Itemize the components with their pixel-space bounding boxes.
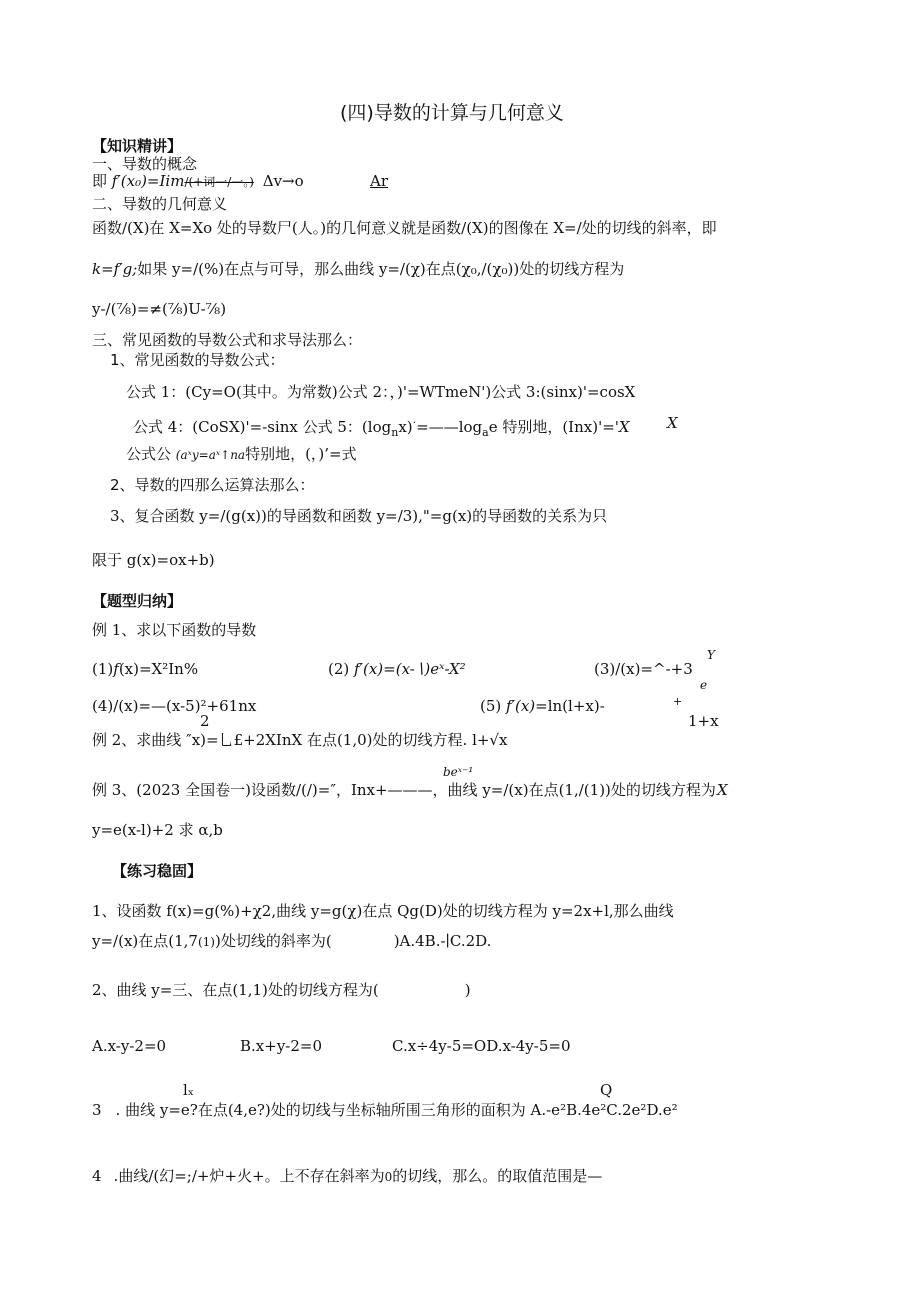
practice-3-text: . 曲线 y=e?在点(4,e?)处的切线与坐标轴所围三角形的面积为 A.-e²B.4e²C.2e²D.e² [115, 1101, 678, 1119]
subheading-basic-formulas: 1、常见函数的导数公式： [110, 351, 285, 369]
item-1-f: f [113, 660, 119, 678]
definition-limit: Δv→o [262, 172, 304, 190]
example-1-item-1 [92, 660, 198, 678]
practice-4-number: 4 [92, 1167, 102, 1185]
log-rhs: =——log [416, 418, 483, 436]
formula-exp-label: 公式公 [126, 445, 172, 463]
formula-exp-special: 特别地，(，)’=式 [245, 445, 357, 463]
definition-lhs: f′(x₀)=Iim [111, 172, 185, 190]
practice-2-close: ) [464, 981, 471, 999]
formula-exp: (aˣy=aˣ↑na [175, 448, 246, 462]
example-3-line-2: y=e(x-l)+2 求 α,b [92, 821, 223, 839]
tangent-text: 如果 y=/(%)在点与可导，那么曲线 y=/(χ)在点(χ₀,/(χ₀))处的切线方程为 [137, 260, 625, 278]
tangent-line-intro [92, 260, 624, 278]
practice-2 [92, 981, 471, 999]
practice-1-line-1: 1、设函数 f(x)=g(%)+χ2,曲线 y=g(χ)在点 Qg(D)处的切线方程为 y=2x+l,那么曲线 [92, 902, 674, 920]
limit-note: 限于 g(x)=ox+b) [92, 551, 215, 569]
practice-2-option-b: B.x+y-2=0 [240, 1037, 323, 1055]
example-1-item-4: (4)/(x)=—(x-5)²+61nx [92, 697, 257, 715]
practice-4-zero: 0 [384, 1170, 393, 1184]
definition-prefix: 即 [92, 172, 108, 190]
section-practice: 【练习稳固】 [112, 862, 203, 880]
composite-function-rule: 3、复合函数 y=/(g(x))的导函数和函数 y=/3),"=g(x)的导函数的关系为只 [110, 507, 608, 525]
practice-2-option-a: A.x-y-2=0 [92, 1037, 167, 1055]
practice-4 [92, 1167, 602, 1186]
example-1-item-3-e: e [700, 678, 708, 692]
ln-denominator: X [618, 418, 630, 436]
formula-4-5: 公式 4：(CoSX)'=-sinx 公式 5：(log [133, 418, 392, 436]
example-3-superscript: beˣ⁻¹ [443, 765, 474, 779]
formula-line-3 [126, 445, 357, 464]
example-1-item-4-denominator: 2 [200, 712, 210, 730]
practice-3-number: 3 [92, 1101, 102, 1119]
practice-3-q: Q [600, 1081, 613, 1099]
example-3: 例 3、(2023 全国卷一)设函数/(/)=″，Inx+———，曲线 y=/(x)在点(1,/(1))处的切线方程为 [92, 781, 716, 799]
item-1-expr: (x)=X²In% [118, 660, 199, 678]
heading-derivative-concept: 一、导数的概念 [92, 155, 198, 173]
log-rhs-base: a [482, 426, 489, 439]
item-2-expr: f′(x)=(x-∖)eˣ-X² [354, 660, 466, 678]
practice-1-question: )处切线的斜率为( [214, 932, 332, 950]
practice-1-point: y=/(x)在点(1,7 [92, 932, 198, 950]
example-2-sqrt: l+√x [472, 731, 508, 749]
log-dot: · [412, 416, 417, 429]
practice-3-lx: lₓ [183, 1081, 195, 1099]
example-1-item-2 [328, 660, 466, 678]
tangent-equation: y-/(⅞)=≠(⅞)U-⅞) [92, 300, 227, 318]
section-question-types: 【题型归纳】 [92, 592, 183, 610]
example-3-x: X [717, 781, 728, 799]
practice-2-option-cd: C.x÷4y-5=OD.x-4y-5=0 [392, 1037, 571, 1055]
example-1-item-5-denominator: 1+x [688, 712, 719, 730]
item-5-f: f′(x) [506, 697, 536, 715]
heading-formulas: 三、常见函数的导数公式和求导法那么： [92, 331, 363, 349]
practice-1-point-arg: (1) [197, 935, 215, 949]
slope-formula: k=f′g; [92, 260, 138, 278]
page-title: (四)导数的计算与几何意义 [340, 102, 564, 124]
formula-line-2 [133, 414, 630, 442]
formula-line-1: 公式 1：(Cy=O(其中。为常数)公式 2：，)'=WTmeN')公式 3:(sinx)'=cosX [126, 383, 636, 401]
ln-special: e 特别地，(Inx)'=' [488, 418, 619, 436]
definition-line [92, 172, 304, 191]
example-1-item-3-numerator: Y [707, 648, 715, 662]
example-2-label: 例 2、求曲线 [92, 731, 182, 749]
example-1-item-3: (3)/(x)=^-+3 [594, 660, 693, 678]
formula-line-2-x: X [667, 414, 678, 432]
practice-1-options: )A.4B.-∣C.2D. [393, 932, 492, 950]
practice-2-question: 2、曲线 y=三、在点(1,1)处的切线方程为( [92, 981, 379, 999]
example-1-heading: 例 1、求以下函数的导数 [92, 621, 257, 639]
practice-3 [92, 1101, 678, 1119]
item-5-expr: =ln(l+x)- [535, 697, 605, 715]
item-5-label: (5) [480, 697, 502, 715]
practice-4-text: .曲线/(幻=;/+炉+火+。上不存在斜率为 [113, 1167, 385, 1185]
item-2-label: (2) [328, 660, 350, 678]
practice-1-line-2 [92, 932, 491, 951]
example-2-text: ″x)=乚£+2XInX 在点(1,0)处的切线方程. [186, 731, 468, 749]
section-knowledge: 【知识精讲】 [92, 137, 183, 155]
example-1-item-5-plus: + [673, 695, 683, 708]
example-2 [92, 731, 507, 749]
subheading-arithmetic-rules: 2、导数的四那么运算法那么： [110, 476, 315, 494]
log-base: n [391, 426, 399, 439]
definition-fraction: /(+词一/一。) [184, 175, 254, 189]
geometric-meaning-text: 函数/(X)在 X=Xo 处的导数尸(人。)的几何意义就是函数/(X)的图像在 X=/处的切线的斜率，即 [92, 219, 717, 237]
item-1-label: (1) [92, 660, 114, 678]
example-1-item-5 [480, 697, 605, 715]
definition-denominator: Ar [370, 172, 389, 190]
practice-4-tail: 的切线，那么。的取值范围是— [392, 1167, 603, 1185]
heading-geometric-meaning: 二、导数的几何意义 [92, 195, 228, 213]
log-arg: x) [398, 418, 413, 436]
